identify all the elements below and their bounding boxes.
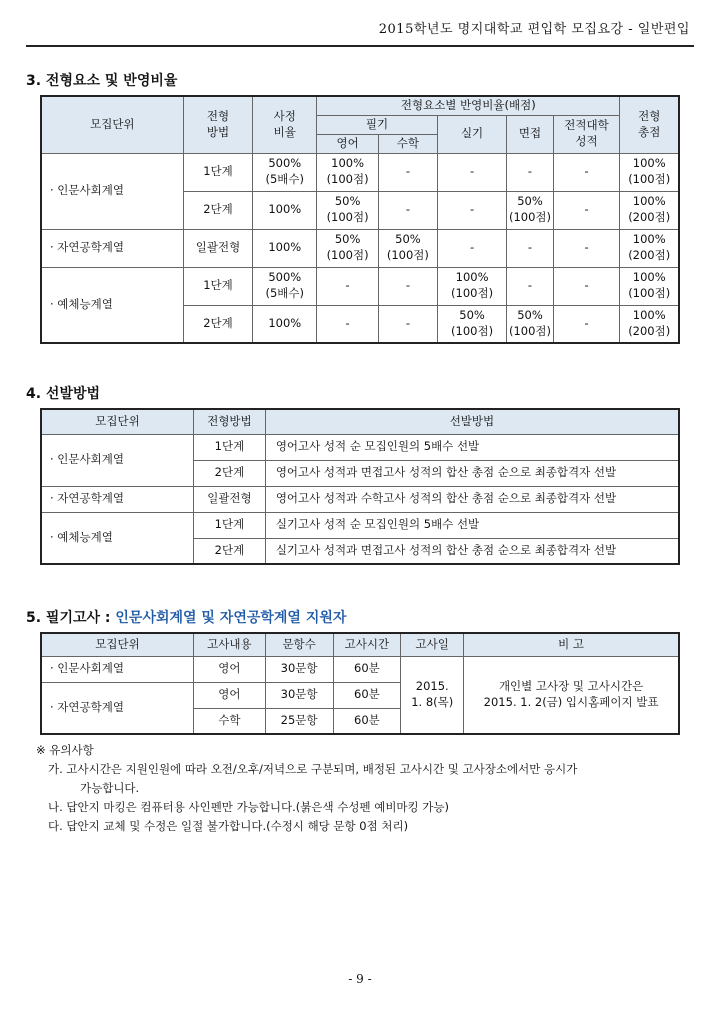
col-ratio: 사정 비율	[253, 96, 317, 153]
unit-cell: · 인문사회계열	[41, 153, 183, 229]
selection-ratio-table	[40, 95, 680, 344]
cell: -	[507, 153, 553, 191]
table-row	[41, 229, 679, 267]
cell: -	[437, 191, 507, 229]
note-item: 가. 고사시간은 지원인원에 따라 오전/오후/저녁으로 구분되며, 배정된 고사시간 및 고사장소에서만 응시가	[48, 762, 578, 776]
cell: 100% (100점)	[620, 267, 679, 305]
cell: 100% (200점)	[620, 191, 679, 229]
cell: 1단계	[194, 512, 266, 538]
section-5-title-prefix: 5. 필기고사 :	[26, 610, 116, 626]
cell: 100% (100점)	[437, 267, 507, 305]
unit-cell: · 인문사회계열	[41, 434, 194, 486]
cell: 영어	[193, 656, 265, 682]
section-4-title: 4. 선발방법	[26, 386, 101, 402]
section-5-title-accent: 인문사회계열 및 자연공학계열 지원자	[115, 610, 347, 626]
cell: -	[379, 305, 438, 343]
cell: 50% (100점)	[317, 191, 379, 229]
unit-cell: · 자연공학계열	[41, 682, 193, 734]
written-exam-table	[40, 632, 680, 735]
cell: 1단계	[183, 267, 253, 305]
cell: 실기고사 성적과 면접고사 성적의 합산 총점 순으로 최종합격자 선발	[265, 538, 679, 564]
cell: 100%	[253, 191, 317, 229]
cell: -	[553, 153, 620, 191]
notes-title: ※ 유의사항	[36, 743, 94, 757]
unit-cell: · 예체능계열	[41, 512, 194, 564]
exam-note: 개인별 고사장 및 고사시간은 2015. 1. 2(금) 입시홈페이지 발표	[464, 656, 679, 734]
unit-cell: · 예체능계열	[41, 267, 183, 343]
cell: 영어고사 성적과 면접고사 성적의 합산 총점 순으로 최종합격자 선발	[265, 460, 679, 486]
cell: -	[317, 267, 379, 305]
col-total: 전형 총점	[620, 96, 679, 153]
cell: -	[379, 153, 438, 191]
col-selection: 선발방법	[265, 409, 679, 434]
cell: 영어고사 성적 순 모집인원의 5배수 선발	[265, 434, 679, 460]
cell: 500% (5배수)	[253, 153, 317, 191]
exam-date: 2015. 1. 8(목)	[401, 656, 464, 734]
unit-cell: · 인문사회계열	[41, 656, 193, 682]
col-eng: 영어	[317, 134, 379, 153]
cell: -	[379, 191, 438, 229]
note-item: 다. 답안지 교체 및 수정은 일절 불가합니다.(수정시 해당 문항 0점 처리)	[48, 819, 409, 833]
section-5-title	[26, 607, 346, 627]
cell: 100% (200점)	[620, 305, 679, 343]
header-rule	[26, 45, 694, 47]
cell: 50% (100점)	[317, 229, 379, 267]
unit-cell: · 자연공학계열	[41, 486, 194, 512]
cell: 60분	[333, 708, 401, 734]
cell: 1단계	[183, 153, 253, 191]
col-written: 필기	[317, 115, 438, 134]
cell: 100%	[253, 305, 317, 343]
col-unit: 모집단위	[41, 96, 183, 153]
col-practical: 실기	[437, 115, 507, 153]
cell: 50% (100점)	[507, 191, 553, 229]
table-row	[41, 153, 679, 191]
cell: 1단계	[194, 434, 266, 460]
col-unit: 모집단위	[41, 409, 194, 434]
cell: 수학	[193, 708, 265, 734]
cell: 25문항	[265, 708, 333, 734]
cell: 500% (5배수)	[253, 267, 317, 305]
page-header-title: 2015학년도 명지대학교 편입학 모집요강 - 일반편입	[378, 22, 690, 37]
cell: -	[553, 229, 620, 267]
cell: -	[553, 267, 620, 305]
cell: 2단계	[183, 305, 253, 343]
cell: 60분	[333, 682, 401, 708]
cell: -	[507, 229, 553, 267]
cell: -	[507, 267, 553, 305]
cell: 30문항	[265, 682, 333, 708]
selection-method-table	[40, 408, 680, 565]
cell: 100%	[253, 229, 317, 267]
col-gpa: 전적대학 성적	[553, 115, 620, 153]
cell: -	[317, 305, 379, 343]
col-subject: 고사내용	[193, 633, 265, 656]
cell: 실기고사 성적 순 모집인원의 5배수 선발	[265, 512, 679, 538]
notes-section	[36, 741, 686, 836]
table-row	[41, 434, 679, 460]
cell: 일괄전형	[183, 229, 253, 267]
col-time: 고사시간	[333, 633, 401, 656]
page-number: - 9 -	[348, 972, 372, 986]
col-method: 전형 방법	[183, 96, 253, 153]
cell: -	[437, 153, 507, 191]
cell: 영어고사 성적과 수학고사 성적의 합산 총점 순으로 최종합격자 선발	[265, 486, 679, 512]
section-3-title: 3. 전형요소 및 반영비율	[26, 73, 178, 89]
table-row	[41, 656, 679, 682]
note-item: 나. 답안지 마킹은 컴퓨터용 사인펜만 가능합니다.(붉은색 수성펜 예비마킹 가능)	[48, 800, 450, 814]
col-group: 전형요소별 반영비율(배점)	[317, 96, 620, 115]
col-count: 문항수	[265, 633, 333, 656]
unit-cell: · 자연공학계열	[41, 229, 183, 267]
col-date: 고사일	[401, 633, 464, 656]
cell: 60분	[333, 656, 401, 682]
cell: 50% (100점)	[437, 305, 507, 343]
cell: 30문항	[265, 656, 333, 682]
cell: 영어	[193, 682, 265, 708]
cell: 100% (100점)	[317, 153, 379, 191]
cell: -	[553, 305, 620, 343]
cell: 일괄전형	[194, 486, 266, 512]
table-row	[41, 267, 679, 305]
table-row	[41, 486, 679, 512]
col-interview: 면접	[507, 115, 553, 153]
cell: -	[437, 229, 507, 267]
cell: -	[553, 191, 620, 229]
note-item-continuation: 가능합니다.	[80, 781, 140, 795]
col-math: 수학	[379, 134, 438, 153]
cell: 2단계	[194, 460, 266, 486]
cell: -	[379, 267, 438, 305]
col-unit: 모집단위	[41, 633, 193, 656]
cell: 50% (100점)	[507, 305, 553, 343]
cell: 100% (200점)	[620, 229, 679, 267]
col-method: 전형방법	[194, 409, 266, 434]
col-note: 비 고	[464, 633, 679, 656]
cell: 100% (100점)	[620, 153, 679, 191]
table-row	[41, 512, 679, 538]
cell: 2단계	[183, 191, 253, 229]
cell: 2단계	[194, 538, 266, 564]
cell: 50% (100점)	[379, 229, 438, 267]
